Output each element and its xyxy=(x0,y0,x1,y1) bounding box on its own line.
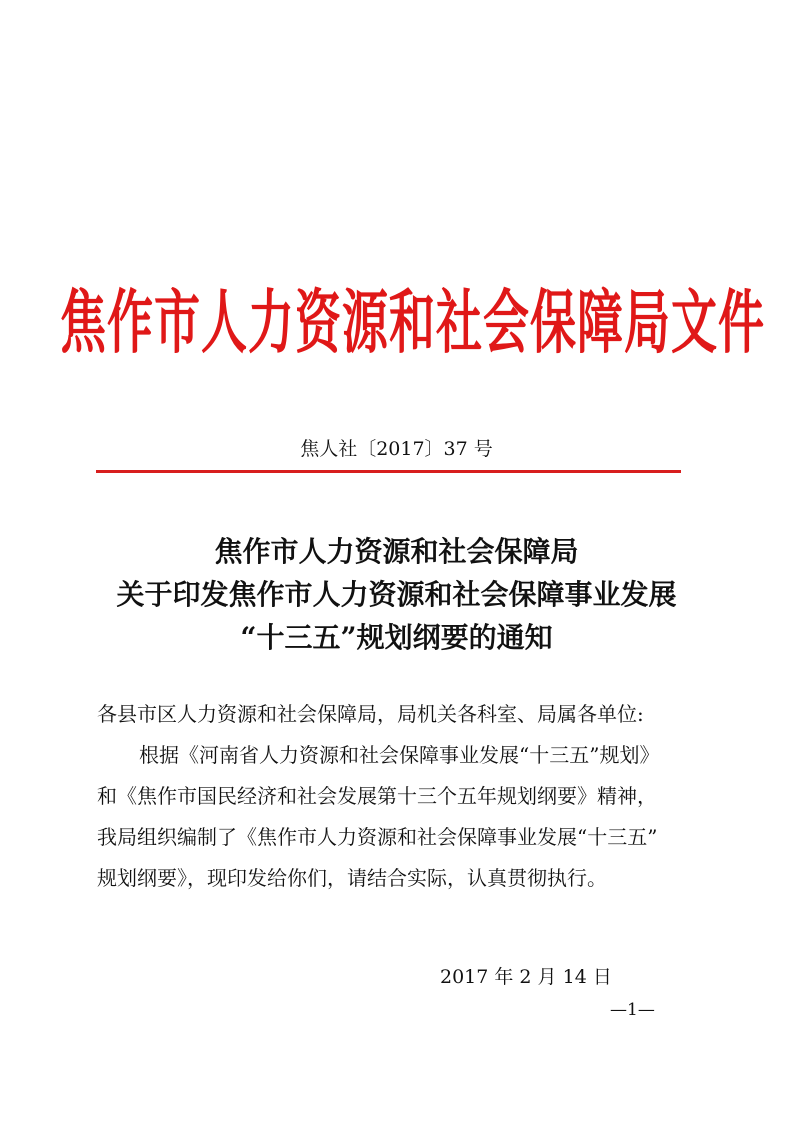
paragraph-line-2: 和《焦作市国民经济和社会发展第十三个五年规划纲要》精神， xyxy=(97,784,657,808)
title-line-1: 焦作市人力资源和社会保障局 xyxy=(214,535,579,568)
page-number: —1— xyxy=(610,1000,655,1020)
title-line-2: 关于印发焦作市人力资源和社会保障事业发展 xyxy=(116,578,677,611)
issue-date: 2017 年 2 月 14 日 xyxy=(440,966,612,988)
paragraph-line-1: 根据《河南省人力资源和社会保障事业发展“十三五”规划》 xyxy=(139,743,660,767)
notice-title xyxy=(60,530,733,659)
notice-body xyxy=(97,694,707,899)
red-divider-rule xyxy=(96,470,681,473)
salutation: 各县市区人力资源和社会保障局，局机关各科室、局属各单位: xyxy=(97,702,644,726)
title-line-3: “十三五”规划纲要的通知 xyxy=(240,621,553,654)
document-number: 焦人社〔2017〕37 号 xyxy=(300,438,493,460)
masthead-title: 焦作市人力资源和社会保障局文件 xyxy=(60,281,765,363)
paragraph-line-3: 我局组织编制了《焦作市人力资源和社会保障事业发展“十三五” xyxy=(97,825,658,849)
paragraph-line-4: 规划纲要》，现印发给你们，请结合实际，认真贯彻执行。 xyxy=(97,866,607,890)
